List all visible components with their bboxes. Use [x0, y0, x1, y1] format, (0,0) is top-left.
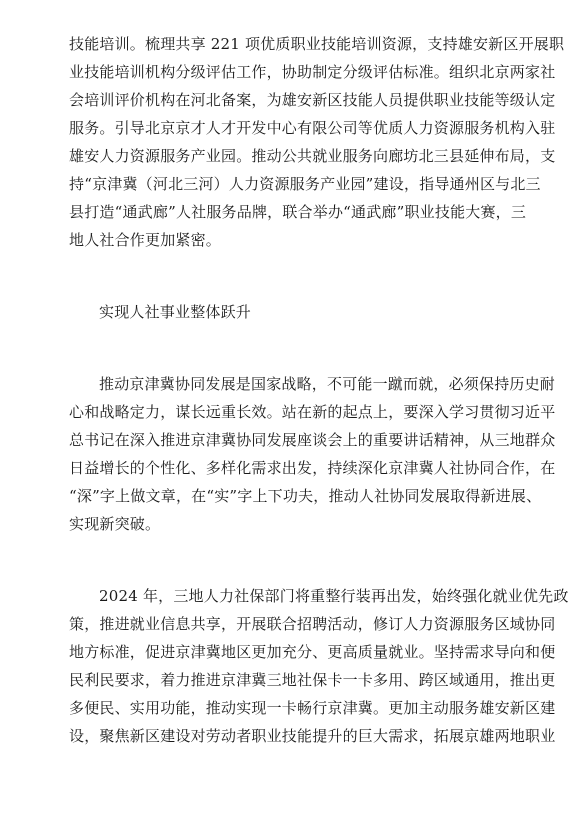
text-line: 2024 年，三地人力社保部门将重整行装再出发，始终强化就业优先政 [99, 587, 569, 605]
section-heading: 实现人社事业整体跃升 [99, 303, 252, 321]
text-line: 服务。引导北京京才人才开发中心有限公司等优质人力资源服务机构入驻 [69, 119, 556, 137]
text-line: 地人社合作更加紧密。 [69, 231, 222, 249]
text-line: 实现新突破。 [69, 515, 161, 533]
text-line: 日益增长的个性化、多样化需求出发，持续深化京津冀人社协同合作，在 [69, 459, 556, 477]
text-line: 设，聚焦新区建设对劳动者职业技能提升的巨大需求，拓展京雄两地职业 [69, 727, 556, 745]
text-line: 雄安人力资源服务产业园。推动公共就业服务向廊坊北三县延伸布局，支 [69, 147, 556, 165]
text-line: 县打造“通武廊”人社服务品牌，联合举办“通武廊”职业技能大赛，三 [69, 203, 527, 221]
text-line: 推动京津冀协同发展是国家战略，不可能一蹴而就，必须保持历史耐 [99, 375, 556, 393]
text-line: 地方标准，促进京津冀地区更加充分、更高质量就业。坚持需求导向和便 [69, 643, 556, 661]
text-line: “深”字上做文章，在“实”字上下功夫，推动人社协同发展取得新进展、 [69, 487, 542, 505]
text-line: 心和战略定力，谋长远重长效。站在新的起点上，要深入学习贯彻习近平 [69, 403, 556, 421]
text-line: 民利民要求，着力推进京津冀三地社保卡一卡多用、跨区域通用，推出更 [69, 671, 556, 689]
text-line: 策，推进就业信息共享，开展联合招聘活动，修订人力资源服务区域协同 [69, 615, 556, 633]
text-line: 业技能培训机构分级评估工作，协助制定分级评估标准。组织北京两家社 [69, 63, 556, 81]
text-line: 会培训评价机构在河北备案，为雄安新区技能人员提供职业技能等级认定 [69, 91, 556, 109]
text-line: 多便民、实用功能，推动实现一卡畅行京津冀。更加主动服务雄安新区建 [69, 699, 556, 717]
text-line: 持“京津冀（河北三河）人力资源服务产业园”建设，指导通州区与北三 [69, 175, 541, 193]
text-line: 技能培训。梳理共享 221 项优质职业技能培训资源，支持雄安新区开展职 [69, 35, 565, 53]
text-line: 总书记在深入推进京津冀协同发展座谈会上的重要讲话精神，从三地群众 [69, 431, 556, 449]
